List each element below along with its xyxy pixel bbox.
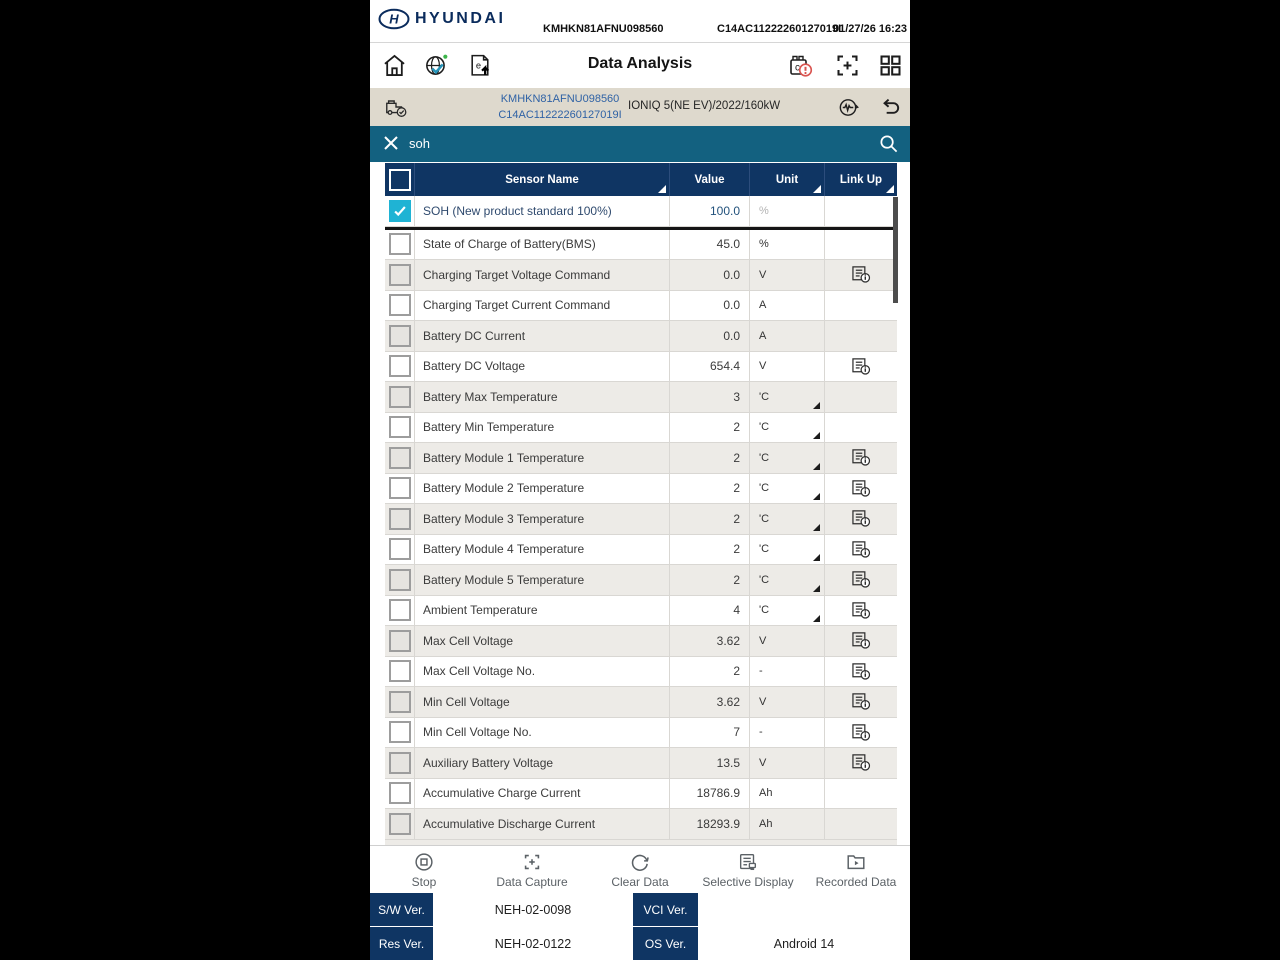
sensor-unit[interactable]: V [750, 260, 825, 290]
row-checkbox[interactable] [389, 660, 411, 682]
row-checkbox-cell[interactable] [385, 230, 415, 260]
hyundai-emblem-icon [378, 8, 410, 30]
vci-error-icon[interactable] [787, 52, 814, 79]
link-info-icon[interactable] [851, 601, 872, 620]
link-info-icon[interactable] [851, 631, 872, 650]
table-row[interactable] [385, 535, 897, 566]
vci-version-value [698, 893, 910, 926]
vehicle-vin: KMHKN81AFNU098560 [500, 93, 620, 105]
scrollbar-thumb[interactable] [893, 197, 898, 303]
sensor-unit[interactable]: V [750, 626, 825, 656]
row-checkbox[interactable] [389, 264, 411, 286]
link-up-cell[interactable] [825, 230, 897, 260]
table-row[interactable] [385, 779, 897, 810]
top-serial: C14AC11222260127019I [717, 23, 842, 35]
unit-select-triangle-icon [813, 524, 820, 531]
row-checkbox-cell[interactable] [385, 535, 415, 565]
selective-display-button[interactable] [694, 846, 802, 894]
sensor-value: 7 [670, 718, 750, 748]
stop-icon [413, 851, 435, 873]
row-checkbox[interactable] [389, 813, 411, 835]
row-checkbox-cell[interactable] [385, 382, 415, 412]
row-checkbox[interactable] [389, 752, 411, 774]
sort-triangle-icon [813, 185, 821, 193]
sensor-unit[interactable]: % [750, 196, 825, 226]
refresh-icon [629, 851, 651, 873]
row-checkbox[interactable] [389, 782, 411, 804]
table-row[interactable] [385, 352, 897, 383]
search-bar[interactable] [370, 126, 910, 162]
link-up-cell[interactable] [825, 687, 897, 717]
sensor-name: Auxiliary Battery Voltage [415, 748, 670, 778]
link-up-cell[interactable] [825, 809, 897, 839]
sort-triangle-icon [658, 185, 666, 193]
data-capture-icon [521, 851, 543, 873]
link-info-icon[interactable] [851, 692, 872, 711]
table-row[interactable] [385, 382, 897, 413]
sensor-value: 3 [670, 382, 750, 412]
sensor-unit[interactable]: 'C [750, 565, 825, 595]
row-checkbox-cell[interactable] [385, 596, 415, 626]
link-info-icon[interactable] [851, 570, 872, 589]
device-screen [370, 0, 910, 960]
link-up-cell[interactable] [825, 718, 897, 748]
sensor-value: 0.0 [670, 321, 750, 351]
sensor-value: 13.5 [670, 748, 750, 778]
version-bar [370, 893, 910, 960]
recorded-data-button[interactable] [802, 846, 910, 894]
sensor-unit[interactable]: 'C [750, 382, 825, 412]
sensor-unit[interactable]: 'C [750, 474, 825, 504]
clear-data-button[interactable] [586, 846, 694, 894]
row-checkbox[interactable] [389, 569, 411, 591]
nav-bar [370, 43, 910, 88]
unit-select-triangle-icon [813, 615, 820, 622]
table-row[interactable] [385, 443, 897, 474]
home-icon[interactable] [381, 52, 408, 79]
row-checkbox[interactable] [389, 477, 411, 499]
table-body [385, 196, 897, 840]
table-row[interactable] [385, 196, 897, 227]
sensor-name: Battery DC Voltage [415, 352, 670, 382]
sensor-unit[interactable]: 'C [750, 535, 825, 565]
hyundai-logo [378, 8, 505, 30]
unit-select-triangle-icon [813, 402, 820, 409]
link-up-cell[interactable] [825, 382, 897, 412]
row-checkbox[interactable] [389, 538, 411, 560]
link-info-icon[interactable] [851, 509, 872, 528]
sensor-value: 18786.9 [670, 779, 750, 809]
sensor-value: 2 [670, 504, 750, 534]
sensor-unit[interactable]: 'C [750, 504, 825, 534]
sensor-name: Max Cell Voltage No. [415, 657, 670, 687]
search-icon[interactable] [878, 133, 899, 154]
sensor-value: 4 [670, 596, 750, 626]
sw-version-value: NEH-02-0098 [433, 893, 633, 926]
table-row[interactable] [385, 260, 897, 291]
col-value[interactable]: Value [670, 163, 750, 196]
data-capture-button[interactable] [478, 846, 586, 894]
row-checkbox-cell[interactable] [385, 504, 415, 534]
sw-version-label: S/W Ver. [370, 893, 433, 926]
vehicle-check-icon[interactable] [383, 95, 409, 119]
link-info-icon[interactable] [851, 753, 872, 772]
link-up-cell[interactable] [825, 352, 897, 382]
sensor-unit[interactable]: V [750, 687, 825, 717]
sensor-value: 45.0 [670, 230, 750, 260]
row-checkbox[interactable] [389, 691, 411, 713]
sensor-name: Accumulative Discharge Current [415, 809, 670, 839]
sensor-unit[interactable]: V [750, 352, 825, 382]
link-info-icon[interactable] [851, 448, 872, 467]
row-checkbox-cell[interactable] [385, 687, 415, 717]
sensor-name: Battery Module 5 Temperature [415, 565, 670, 595]
sensor-name: Battery Module 4 Temperature [415, 535, 670, 565]
selective-display-icon [737, 851, 759, 873]
link-info-icon[interactable] [851, 357, 872, 376]
sensor-name: Battery Max Temperature [415, 382, 670, 412]
select-all-checkbox[interactable] [389, 169, 411, 191]
sensor-unit[interactable]: A [750, 321, 825, 351]
table-row[interactable] [385, 474, 897, 505]
table-row[interactable] [385, 291, 897, 322]
svg-text:H: H [389, 11, 399, 27]
sensor-name: Charging Target Current Command [415, 291, 670, 321]
toolbar-label: Stop [411, 875, 437, 889]
sensor-unit[interactable]: 'C [750, 596, 825, 626]
link-info-icon[interactable] [851, 723, 872, 742]
table-row[interactable] [385, 626, 897, 657]
row-checkbox-cell[interactable] [385, 718, 415, 748]
row-checkbox[interactable] [389, 721, 411, 743]
link-info-icon[interactable] [851, 540, 872, 559]
sensor-unit[interactable]: Ah [750, 779, 825, 809]
link-up-cell[interactable] [825, 535, 897, 565]
sensor-name: Max Cell Voltage [415, 626, 670, 656]
recorded-data-icon [845, 851, 867, 873]
row-checkbox-cell[interactable] [385, 260, 415, 290]
sensor-name: Battery DC Current [415, 321, 670, 351]
row-checkbox[interactable] [389, 386, 411, 408]
row-checkbox[interactable] [389, 508, 411, 530]
unit-select-triangle-icon [813, 493, 820, 500]
row-checkbox[interactable] [389, 447, 411, 469]
sensor-name: Charging Target Voltage Command [415, 260, 670, 290]
os-version-value: Android 14 [698, 927, 910, 960]
link-info-icon[interactable] [851, 265, 872, 284]
vehicle-model: IONIQ 5(NE EV)/2022/160kW [628, 100, 781, 112]
vci-version-label: VCI Ver. [633, 893, 698, 926]
row-checkbox-cell[interactable] [385, 352, 415, 382]
row-checkbox-cell[interactable] [385, 779, 415, 809]
sensor-value: 3.62 [670, 626, 750, 656]
sensor-name: Min Cell Voltage [415, 687, 670, 717]
sensor-unit[interactable]: A [750, 291, 825, 321]
sensor-name: State of Charge of Battery(BMS) [415, 230, 670, 260]
row-checkbox[interactable] [389, 355, 411, 377]
sensor-value: 2 [670, 413, 750, 443]
brand-wordmark: HYUNDAI [415, 10, 506, 27]
link-up-cell[interactable] [825, 474, 897, 504]
sensor-table [385, 163, 897, 845]
sensor-name: Accumulative Charge Current [415, 779, 670, 809]
table-row[interactable] [385, 748, 897, 779]
link-up-cell[interactable] [825, 413, 897, 443]
unit-select-triangle-icon [813, 585, 820, 592]
sensor-name: Battery Module 1 Temperature [415, 443, 670, 473]
sensor-value: 2 [670, 474, 750, 504]
vehicle-info-bar [370, 88, 910, 126]
sensor-name: Battery Module 2 Temperature [415, 474, 670, 504]
sensor-unit[interactable]: Ah [750, 809, 825, 839]
report-upload-icon[interactable] [467, 52, 494, 79]
row-checkbox[interactable] [389, 325, 411, 347]
row-checkbox[interactable] [389, 233, 411, 255]
top-datetime: 01/27/26 16:23 [833, 23, 908, 35]
sensor-name: SOH (New product standard 100%) [415, 196, 670, 226]
row-checkbox-cell[interactable] [385, 657, 415, 687]
toolbar-label: Data Capture [496, 875, 568, 889]
row-checkbox-cell[interactable] [385, 809, 415, 839]
link-info-icon[interactable] [851, 662, 872, 681]
sensor-value: 0.0 [670, 260, 750, 290]
sensor-value: 0.0 [670, 291, 750, 321]
os-version-label: OS Ver. [633, 927, 698, 960]
row-checkbox[interactable] [389, 294, 411, 316]
row-checkbox-cell[interactable] [385, 196, 415, 226]
link-up-cell[interactable] [825, 504, 897, 534]
screen-capture-icon[interactable] [834, 52, 861, 79]
sensor-value: 18293.9 [670, 809, 750, 839]
search-input[interactable]: soh [409, 136, 430, 151]
table-row[interactable] [385, 230, 897, 261]
table-row[interactable] [385, 596, 897, 627]
row-checkbox[interactable] [389, 416, 411, 438]
link-up-cell[interactable] [825, 779, 897, 809]
row-checkbox-cell[interactable] [385, 443, 415, 473]
link-up-cell[interactable] [825, 596, 897, 626]
sensor-value: 2 [670, 535, 750, 565]
stop-button[interactable] [370, 846, 478, 894]
table-row[interactable] [385, 657, 897, 688]
link-up-cell[interactable] [825, 657, 897, 687]
row-checkbox-cell[interactable] [385, 626, 415, 656]
sensor-value: 3.62 [670, 687, 750, 717]
top-status-bar [370, 0, 910, 43]
toolbar-label: Clear Data [611, 875, 669, 889]
svg-text:c: c [795, 62, 800, 74]
table-row[interactable] [385, 504, 897, 535]
sensor-unit[interactable]: % [750, 230, 825, 260]
table-row[interactable] [385, 687, 897, 718]
row-checkbox-cell[interactable] [385, 413, 415, 443]
col-sensor-name[interactable]: Sensor Name [415, 163, 670, 196]
table-row[interactable] [385, 565, 897, 596]
page-title: Data Analysis [587, 55, 693, 72]
row-checkbox-cell[interactable] [385, 565, 415, 595]
row-checkbox-cell[interactable] [385, 321, 415, 351]
vehicle-serial: C14AC11222260127019I [498, 109, 622, 121]
row-checkbox[interactable] [389, 630, 411, 652]
row-checkbox[interactable] [389, 200, 411, 222]
link-up-cell[interactable] [825, 443, 897, 473]
sensor-name: Battery Module 3 Temperature [415, 504, 670, 534]
col-unit[interactable]: Unit [750, 163, 825, 196]
link-up-cell[interactable] [825, 565, 897, 595]
clear-search-icon[interactable] [381, 133, 401, 153]
sensor-unit[interactable]: V [750, 748, 825, 778]
sensor-name: Min Cell Voltage No. [415, 718, 670, 748]
table-row[interactable] [385, 321, 897, 352]
toolbar-label: Selective Display [702, 875, 794, 889]
table-row[interactable] [385, 413, 897, 444]
res-version-value: NEH-02-0122 [433, 927, 633, 960]
link-up-cell[interactable] [825, 196, 897, 226]
svg-text:e: e [475, 60, 482, 71]
partial-row [385, 840, 897, 845]
unit-select-triangle-icon [813, 554, 820, 561]
apps-grid-icon[interactable] [877, 52, 904, 79]
link-up-cell[interactable] [825, 748, 897, 778]
res-version-label: Res Ver. [370, 927, 433, 960]
row-checkbox-cell[interactable] [385, 474, 415, 504]
sensor-value: 2 [670, 657, 750, 687]
link-up-cell[interactable] [825, 626, 897, 656]
sensor-name: Battery Min Temperature [415, 413, 670, 443]
link-info-icon[interactable] [851, 479, 872, 498]
row-checkbox-cell[interactable] [385, 291, 415, 321]
link-up-cell[interactable] [825, 321, 897, 351]
link-up-cell[interactable] [825, 260, 897, 290]
bottom-toolbar [370, 845, 910, 894]
sensor-value: 100.0 [670, 196, 750, 226]
select-all-cell[interactable] [385, 163, 415, 196]
globe-network-icon[interactable] [423, 52, 450, 79]
sensor-unit[interactable]: 'C [750, 413, 825, 443]
table-header-row [385, 163, 897, 196]
col-link-up[interactable]: Link Up [825, 163, 897, 196]
unit-select-triangle-icon [813, 432, 820, 439]
sensor-value: 654.4 [670, 352, 750, 382]
sensor-value: 2 [670, 443, 750, 473]
link-up-cell[interactable] [825, 291, 897, 321]
sensor-name: Ambient Temperature [415, 596, 670, 626]
sensor-value: 2 [670, 565, 750, 595]
table-row[interactable] [385, 718, 897, 749]
return-icon[interactable] [879, 96, 902, 119]
live-data-icon[interactable] [837, 96, 860, 119]
table-row[interactable] [385, 809, 897, 840]
toolbar-label: Recorded Data [815, 875, 897, 889]
vehicle-vin-block[interactable] [490, 91, 630, 123]
unit-select-triangle-icon [813, 463, 820, 470]
top-vin: KMHKN81AFNU098560 [543, 23, 664, 35]
sensor-unit[interactable]: 'C [750, 443, 825, 473]
row-checkbox[interactable] [389, 599, 411, 621]
sensor-unit[interactable]: - [750, 657, 825, 687]
row-checkbox-cell[interactable] [385, 748, 415, 778]
sensor-unit[interactable]: - [750, 718, 825, 748]
sort-triangle-icon [886, 185, 894, 193]
